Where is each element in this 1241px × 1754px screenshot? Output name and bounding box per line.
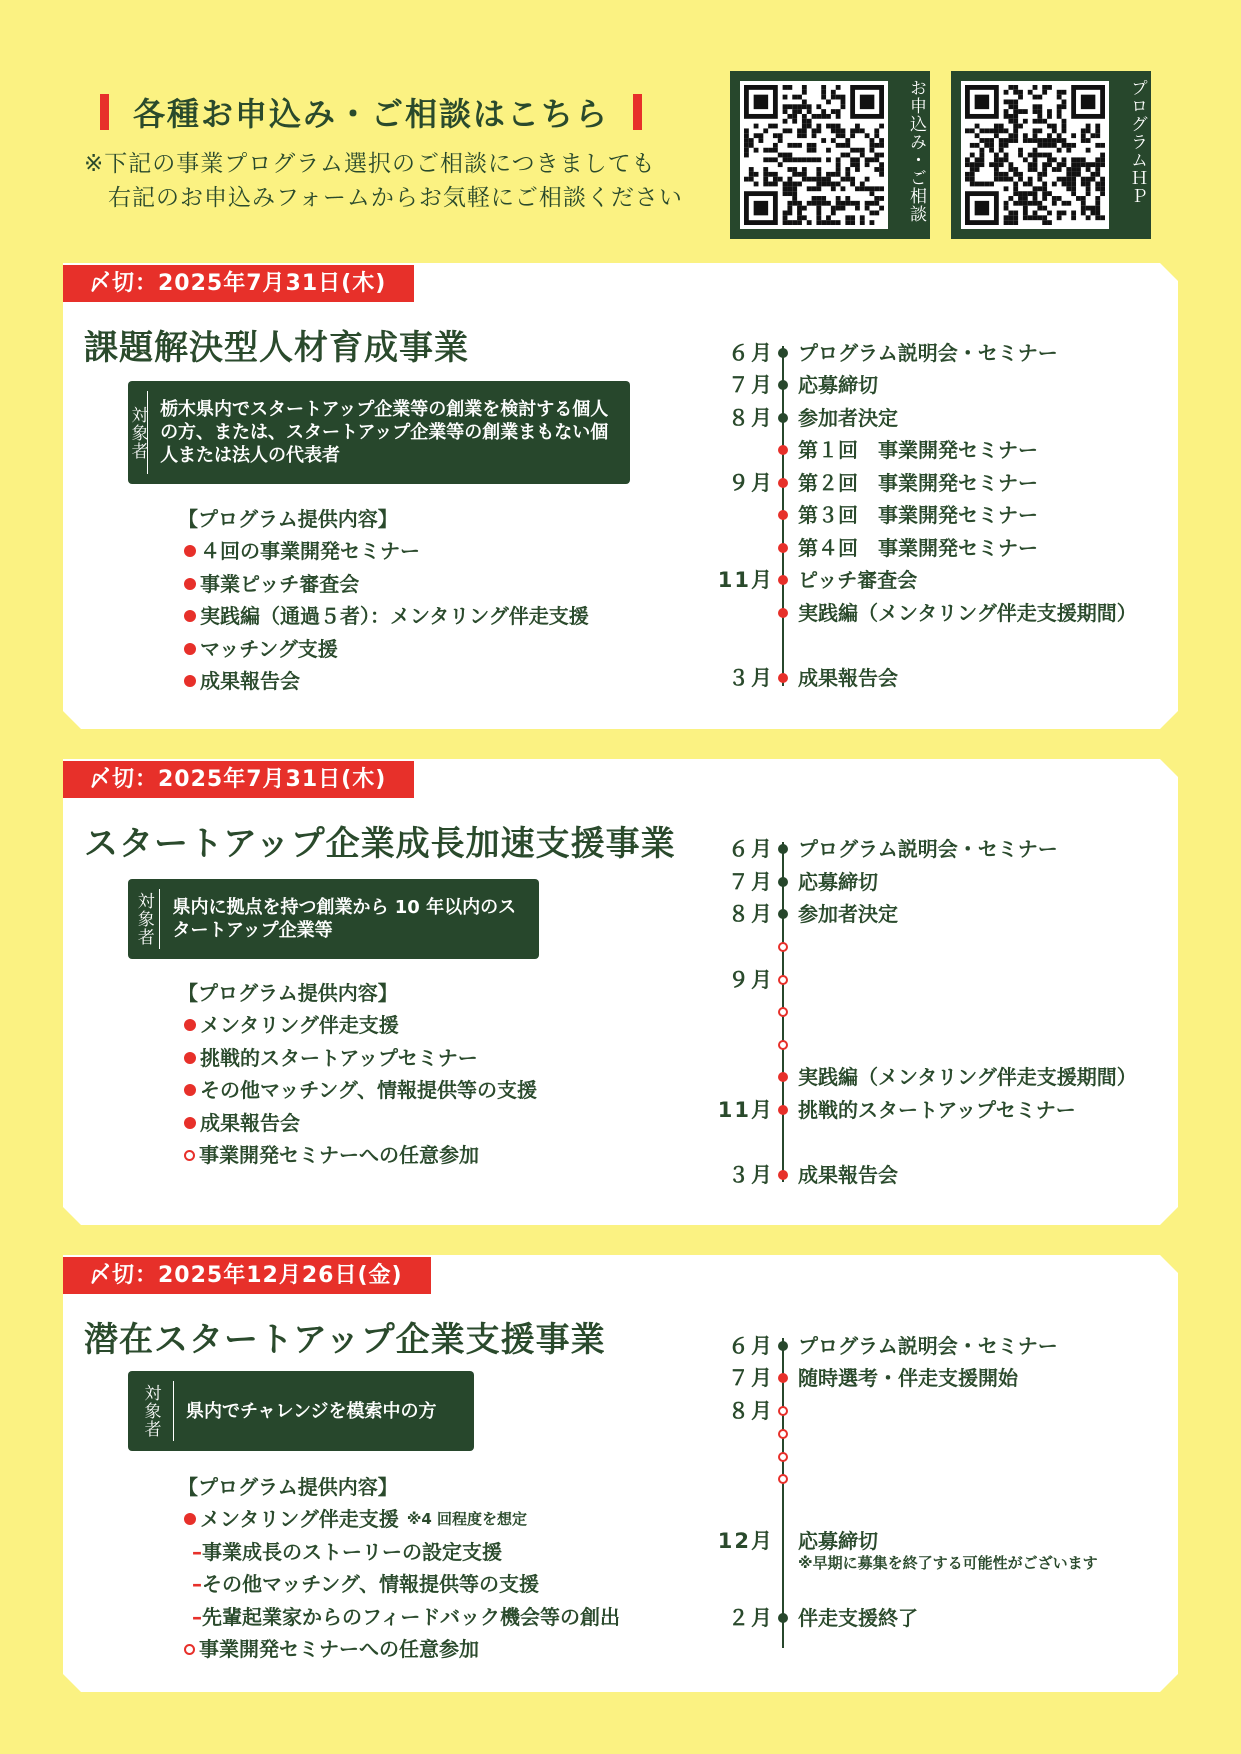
timeline-open-dot xyxy=(778,1406,788,1416)
timeline-dot xyxy=(778,673,788,683)
section-title: スタートアップ企業成長加速支援事業 xyxy=(84,824,676,864)
timeline-dot xyxy=(778,1072,788,1082)
bullet-icon xyxy=(184,643,196,655)
target-text: 県内でチャレンジを模索中の方 xyxy=(186,1400,437,1422)
qr-code-hp-icon[interactable] xyxy=(961,81,1109,229)
program-subitem: – その他マッチング、情報提供等の支援 xyxy=(178,1568,620,1601)
program-heading: 【プログラム提供内容】 xyxy=(178,981,398,1005)
timeline-row: ６月 プログラム説明会・セミナー xyxy=(728,1334,1058,1358)
header-title: 各種お申込み・ご相談はこちら xyxy=(100,88,642,136)
bullet-icon xyxy=(184,1513,196,1525)
target-text: 県内に拠点を持つ創業から 10 年以内のスタートアップ企業等 xyxy=(172,897,517,941)
program-item: ４回の事業開発セミナー xyxy=(178,535,589,568)
timeline-row: 11月 挑戦的スタートアップセミナー xyxy=(717,1098,1076,1122)
timeline-row xyxy=(700,931,1180,963)
program-list xyxy=(178,503,589,698)
timeline-dot xyxy=(778,877,788,887)
timeline-row: ９月 第２回 事業開発セミナー xyxy=(728,471,1038,495)
dash-icon: – xyxy=(192,1604,202,1629)
timeline-dot xyxy=(778,1170,788,1180)
target-box xyxy=(128,381,630,484)
timeline-dot xyxy=(778,543,788,553)
section-title: 課題解決型人材育成事業 xyxy=(84,328,469,368)
title-right-bar xyxy=(633,94,642,130)
timeline-row xyxy=(700,1463,1180,1495)
qr-hp-label: プログラムＨＰ xyxy=(1127,79,1147,205)
timeline-dot xyxy=(778,380,788,390)
timeline-row: ６月 プログラム説明会・セミナー xyxy=(728,837,1058,861)
timeline-dot xyxy=(778,478,788,488)
program-note: ※4 回程度を想定 xyxy=(406,1510,528,1528)
program-item: 実践編（通過５者）：メンタリング伴走支援 xyxy=(178,600,589,633)
bullet-icon xyxy=(184,545,196,557)
timeline-row: ７月 随時選考・伴走支援開始 xyxy=(728,1366,1018,1390)
program-list xyxy=(178,977,537,1172)
target-label: 対象者 xyxy=(140,1384,161,1438)
timeline-open-dot xyxy=(778,1452,788,1462)
timeline-row: ８月 xyxy=(700,1395,1180,1427)
timeline-dot xyxy=(778,445,788,455)
program-item: 事業ピッチ審査会 xyxy=(178,568,589,601)
program-heading: 【プログラム提供内容】 xyxy=(178,1475,398,1499)
timeline-row: 第３回 事業開発セミナー xyxy=(700,499,1180,531)
target-label: 対象者 xyxy=(127,405,148,460)
bullet-icon xyxy=(184,1052,196,1064)
timeline-row: ８月 参加者決定 xyxy=(728,406,898,430)
timeline-row xyxy=(700,1029,1180,1061)
program-subitem: – 事業成長のストーリーの設定支援 xyxy=(178,1536,620,1569)
target-text: 栃木県内でスタートアップ企業等の創業を検討する個人の方、または、スタートアップ企業等の創業まもない個人または法人の代表者 xyxy=(160,399,609,466)
timeline-dot xyxy=(778,1613,788,1623)
title-left-bar xyxy=(100,94,109,130)
qr-apply-label: お申込み・ご相談 xyxy=(906,79,926,223)
timeline-row: ７月 応募締切 xyxy=(728,373,878,397)
timeline-row: 12月 応募締切 ※早期に募集を終了する可能性がございます xyxy=(717,1529,1098,1572)
timeline-dot xyxy=(778,1341,788,1351)
timeline-dot xyxy=(778,413,788,423)
program-item: 事業開発セミナーへの任意参加 xyxy=(178,1139,537,1172)
dash-icon: – xyxy=(192,1539,202,1564)
program-item: その他マッチング、情報提供等の支援 xyxy=(178,1074,537,1107)
program-item: メンタリング伴走支援 xyxy=(178,1009,537,1042)
program-item: マッチング支援 xyxy=(178,633,589,666)
target-box xyxy=(128,1371,474,1451)
deadline-badge: 〆切：2025年7月31日(木) xyxy=(63,761,414,798)
bullet-icon xyxy=(184,578,196,590)
timeline-row: ２月 伴走支援終了 xyxy=(728,1606,918,1630)
open-bullet-icon xyxy=(184,1150,195,1161)
section-title: 潜在スタートアップ企業支援事業 xyxy=(84,1320,606,1360)
timeline-row: 11月 ピッチ審査会 xyxy=(717,568,918,592)
timeline-dot xyxy=(778,1373,788,1383)
timeline-open-dot xyxy=(778,975,788,985)
timeline-row: 第１回 事業開発セミナー xyxy=(700,434,1180,466)
timeline-row: ７月 応募締切 xyxy=(728,870,878,894)
qr-code-apply-icon[interactable] xyxy=(740,81,888,229)
program-item: 成果報告会 xyxy=(178,1107,537,1140)
timeline-open-dot xyxy=(778,1040,788,1050)
qr-hp[interactable] xyxy=(951,71,1151,239)
timeline-row: 実践編（メンタリング伴走支援期間） xyxy=(700,597,1180,629)
deadline-badge: 〆切：2025年12月26日(金) xyxy=(63,1257,431,1294)
timeline-row: ６月 プログラム説明会・セミナー xyxy=(728,341,1058,365)
timeline-note: ※早期に募集を終了する可能性がございます xyxy=(798,1554,1098,1572)
program-item: 成果報告会 xyxy=(178,665,589,698)
timeline-open-dot xyxy=(778,1429,788,1439)
timeline-dot xyxy=(778,510,788,520)
timeline-dot xyxy=(778,1105,788,1115)
bullet-icon xyxy=(184,610,196,622)
header-note: ※下記の事業プログラム選択のご相談につきましても 右記のお申込みフォームからお気軽にご相談ください xyxy=(84,151,683,211)
program-heading: 【プログラム提供内容】 xyxy=(178,507,398,531)
open-bullet-icon xyxy=(184,1644,195,1655)
timeline-row: ９月 xyxy=(700,964,1180,996)
timeline-row: ３月 成果報告会 xyxy=(728,1163,898,1187)
dash-icon: – xyxy=(192,1572,202,1596)
bullet-icon xyxy=(184,1019,196,1031)
timeline-dot xyxy=(778,575,788,585)
program-subitem: – 先輩起業家からのフィードバック機会等の創出 xyxy=(178,1601,620,1634)
bullet-icon xyxy=(184,1117,196,1129)
deadline-badge: 〆切：2025年7月31日(木) xyxy=(63,265,414,302)
target-label: 対象者 xyxy=(133,892,154,946)
program-item: メンタリング伴走支援 ※4 回程度を想定 xyxy=(178,1503,620,1536)
timeline-open-dot xyxy=(778,1474,788,1484)
program-item: 挑戦的スタートアップセミナー xyxy=(178,1042,537,1075)
timeline-dot xyxy=(778,844,788,854)
timeline-row: 第４回 事業開発セミナー xyxy=(700,532,1180,564)
timeline-dot xyxy=(778,608,788,618)
qr-apply[interactable] xyxy=(730,71,930,239)
timeline-dot xyxy=(778,348,788,358)
program-list xyxy=(178,1471,620,1666)
timeline-row xyxy=(700,996,1180,1028)
timeline-open-dot xyxy=(778,942,788,952)
target-box xyxy=(128,879,539,959)
timeline-dot xyxy=(778,909,788,919)
timeline-row: ３月 成果報告会 xyxy=(728,666,898,690)
timeline-row: 実践編（メンタリング伴走支援期間） xyxy=(700,1061,1180,1093)
bullet-icon xyxy=(184,675,196,687)
program-item: 事業開発セミナーへの任意参加 xyxy=(178,1633,620,1666)
timeline-row: ８月 参加者決定 xyxy=(728,902,898,926)
timeline-open-dot xyxy=(778,1007,788,1017)
bullet-icon xyxy=(184,1084,196,1096)
